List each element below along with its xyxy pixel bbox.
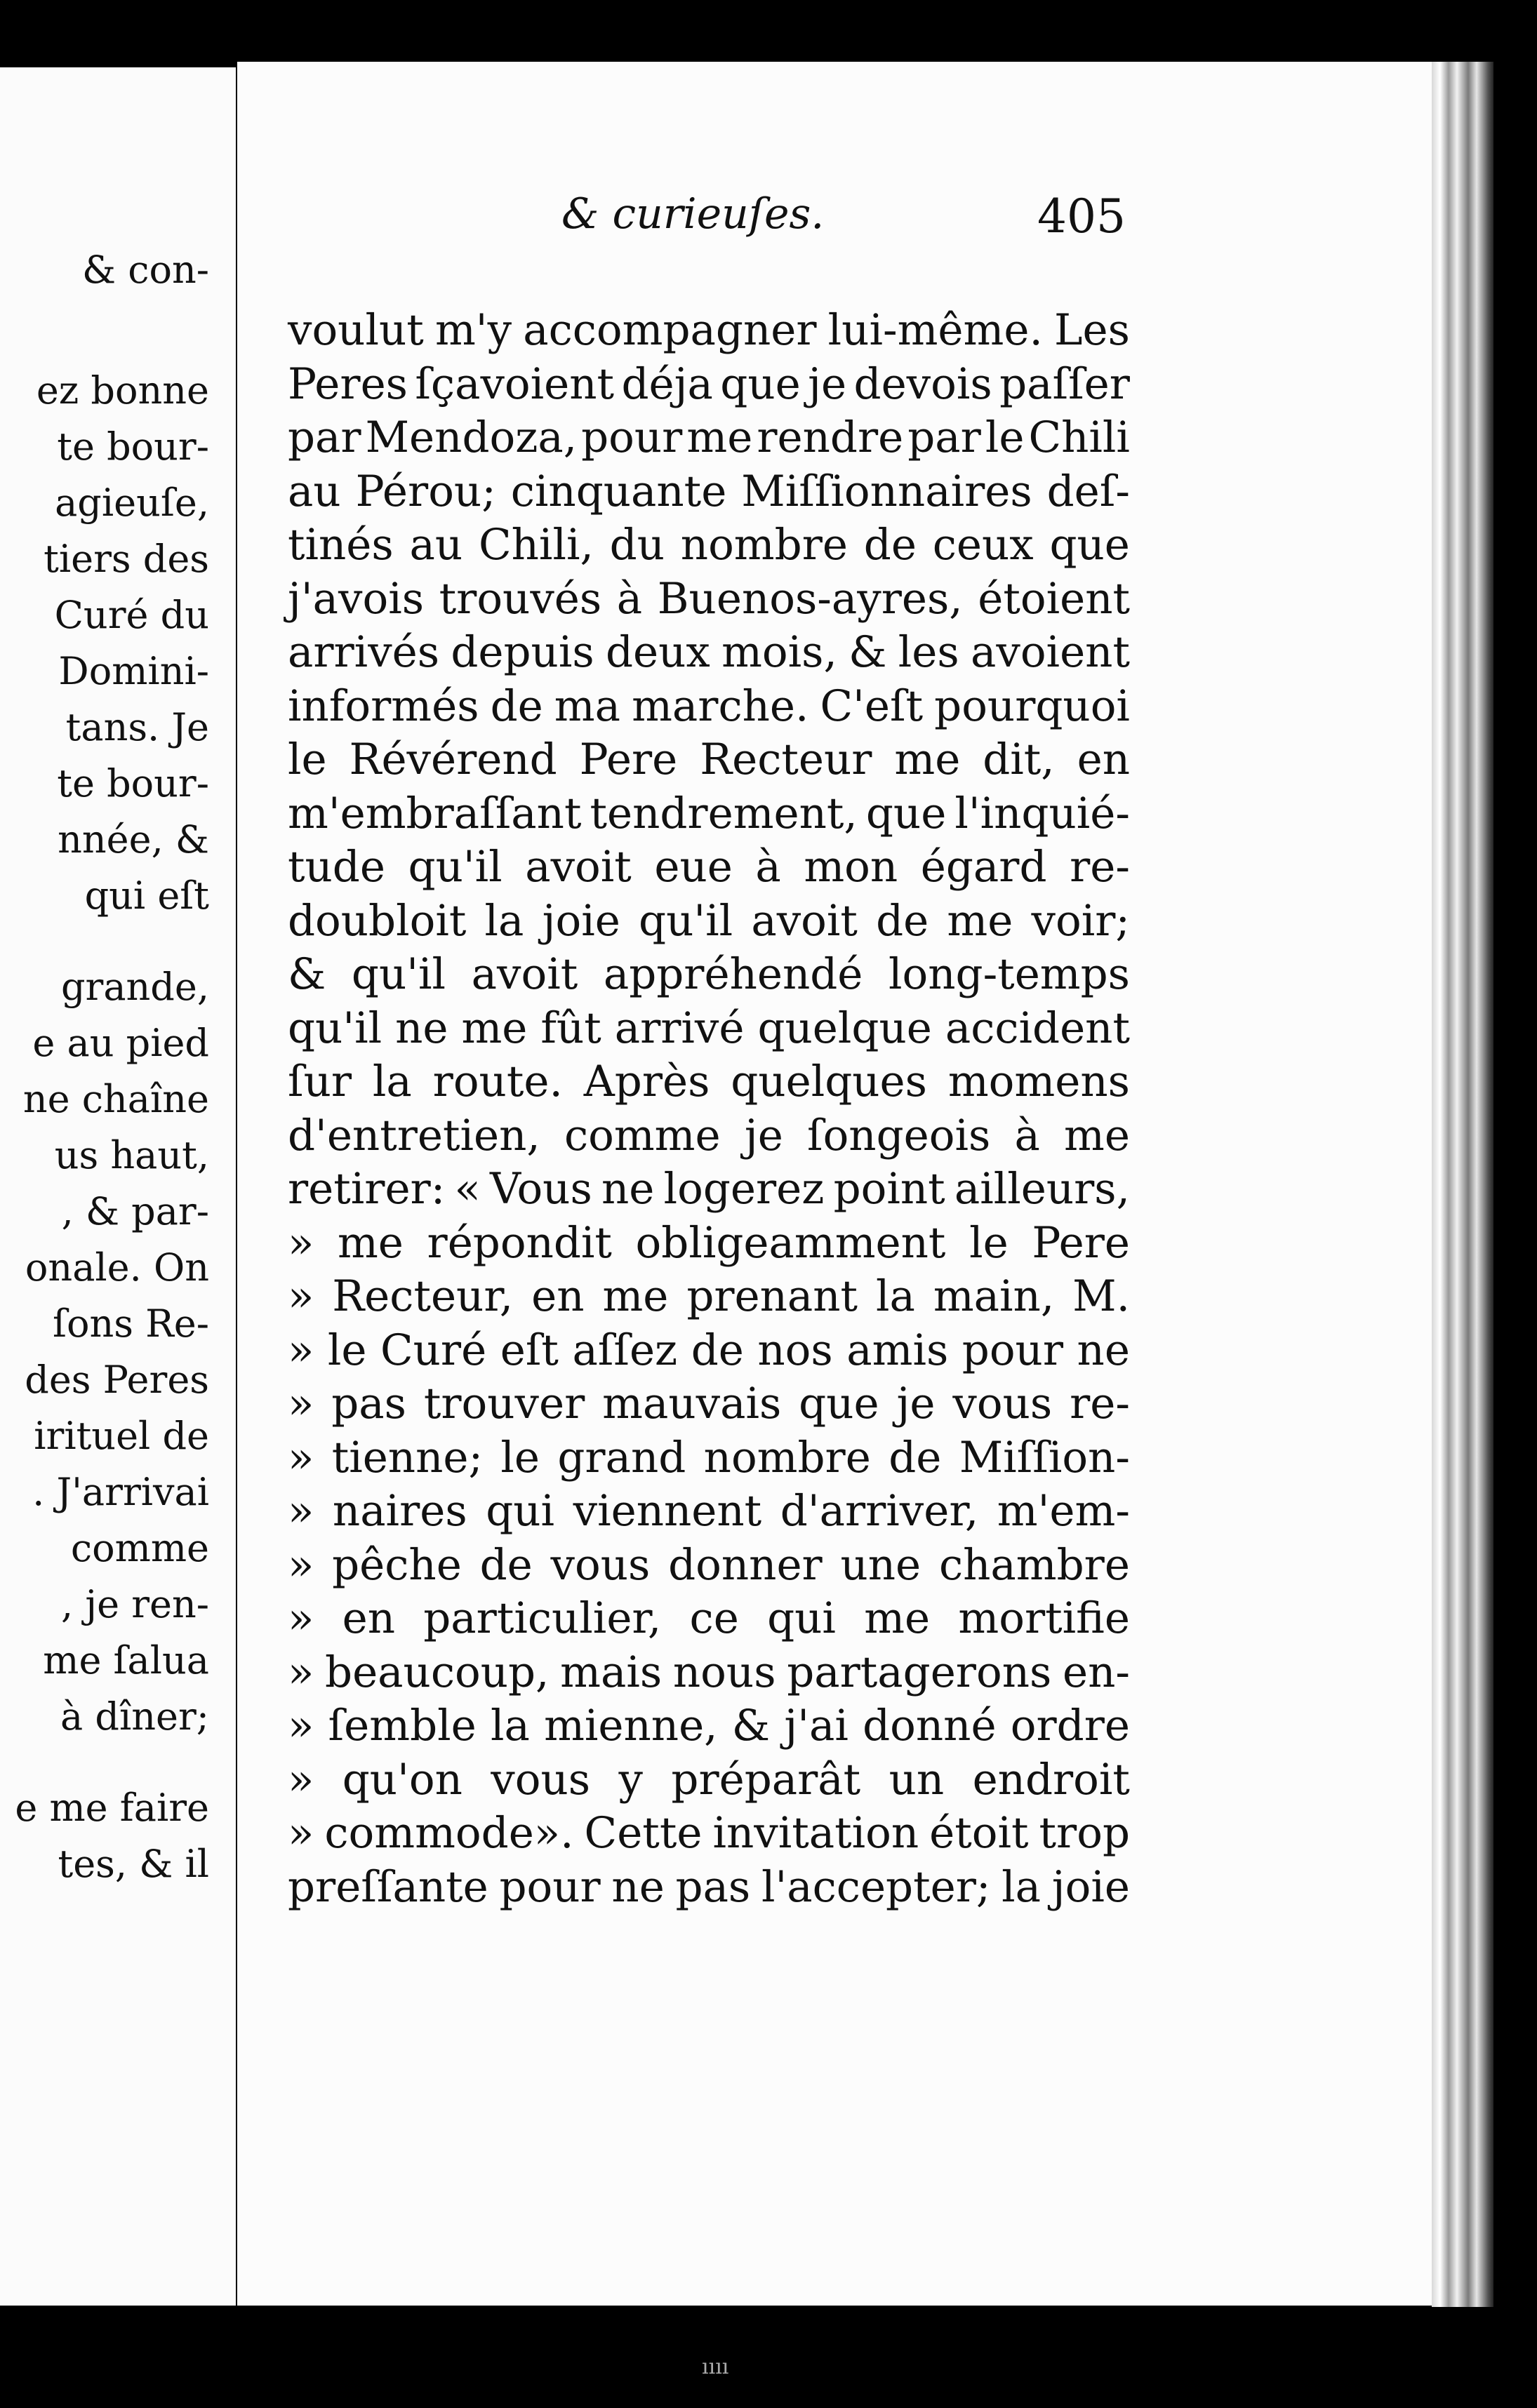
text-line: » le Curé eſt aſſez de nos amis pour ne <box>288 1325 1130 1375</box>
text-line: le Révérend Pere Recteur me dit, en <box>288 735 1130 784</box>
previous-page-line: . J'arrivai <box>32 1470 209 1514</box>
previous-page-line: me ſalua <box>43 1638 209 1683</box>
previous-page-line: te bour- <box>57 761 209 805</box>
text-line: m'embraſſant tendrement, que l'inquié- <box>288 788 1130 838</box>
previous-page-line: tans. Je <box>65 705 209 749</box>
previous-page-line: e au pied <box>32 1021 209 1065</box>
text-line: preſſante pour ne pas l'accepter; la joie <box>288 1861 1130 1912</box>
text-line: » Recteur, en me prenant la main, M. <box>288 1271 1130 1321</box>
previous-page-line: Curé du <box>54 593 209 637</box>
previous-page-line: & con- <box>81 248 209 292</box>
previous-page-line: qui eſt <box>84 874 209 918</box>
text-line: » qu'on vous y préparât un endroit <box>288 1754 1130 1805</box>
previous-page-line: ez bonne <box>36 368 209 413</box>
previous-page-line: des Peres <box>25 1358 209 1402</box>
text-line: ſur la route. Après quelques momens <box>288 1057 1130 1106</box>
text-line: arrivés depuis deux mois, & les avoient <box>288 627 1130 677</box>
text-line: & qu'il avoit appréhendé long-temps <box>288 949 1130 999</box>
text-line: informés de ma marche. C'eſt pourquoi <box>288 681 1130 731</box>
text-line: » tienne; le grand nombre de Miſſion- <box>288 1432 1130 1483</box>
text-line: tude qu'il avoit eue à mon égard re- <box>288 842 1130 892</box>
previous-page-line: ne chaîne <box>22 1077 209 1121</box>
text-line: voulut m'y accompagner lui-même. Les <box>288 305 1130 355</box>
previous-page-line: tes, & il <box>58 1842 209 1886</box>
text-line: d'entretien, comme je ſongeois à me <box>288 1110 1130 1160</box>
text-line: doubloit la joie qu'il avoit de me voir; <box>288 895 1130 946</box>
previous-page-line: onale. On <box>25 1245 209 1290</box>
text-line: » commode». Cette invitation étoit trop <box>288 1808 1130 1858</box>
text-line: » ſemble la mienne, & j'ai donné ordre <box>288 1701 1130 1751</box>
text-line: par Mendoza, pour me rendre par le Chili <box>288 413 1130 462</box>
text-line: » pêche de vous donner une chambre <box>288 1539 1130 1590</box>
previous-page <box>0 67 236 2306</box>
previous-page-line: Domini- <box>58 649 209 693</box>
bottom-mark: ıııı <box>702 2355 729 2379</box>
previous-page-line: grande, <box>60 965 209 1009</box>
previous-page-line: irituel de <box>34 1414 209 1458</box>
previous-page-line: te bour- <box>57 424 209 469</box>
text-line: » pas trouver mauvais que je vous re- <box>288 1379 1130 1429</box>
text-line: » me répondit obligeamment le Pere <box>288 1217 1130 1268</box>
page-number: 405 <box>1037 189 1126 243</box>
previous-page-line: nnée, & <box>58 817 209 862</box>
previous-page-line: , & par- <box>61 1189 209 1233</box>
previous-page-line: us haut, <box>54 1133 209 1177</box>
text-line: tinés au Chili, du nombre de ceux que <box>288 520 1130 570</box>
text-line: retirer: « Vous ne logerez point ailleurs, <box>288 1164 1130 1214</box>
text-line: » beaucoup, mais nous partagerons en- <box>288 1647 1130 1697</box>
text-line: Peres ſçavoient déja que je devois paſſer <box>288 359 1130 409</box>
text-line: j'avois trouvés à Buenos-ayres, étoient <box>288 573 1130 624</box>
previous-page-line: comme <box>70 1526 209 1570</box>
text-line: » naires qui viennent d'arriver, m'em- <box>288 1486 1130 1536</box>
text-line: qu'il ne me fût arrivé quelque accident <box>288 1003 1130 1053</box>
previous-page-line: à dîner; <box>60 1694 209 1739</box>
previous-page-line: tiers des <box>44 537 209 581</box>
previous-page-line: , je ren- <box>61 1582 209 1626</box>
running-head: & curieuſes. <box>561 189 825 239</box>
text-line: » en particulier, ce qui me mortifie <box>288 1593 1130 1643</box>
page-edge <box>1432 62 1493 2307</box>
text-line: au Pérou; cinquante Miſſionnaires deſ- <box>288 466 1130 516</box>
previous-page-line: agieuſe, <box>55 481 209 525</box>
previous-page-line: ſons Re- <box>52 1302 209 1346</box>
previous-page-line: e me faire <box>15 1786 209 1830</box>
